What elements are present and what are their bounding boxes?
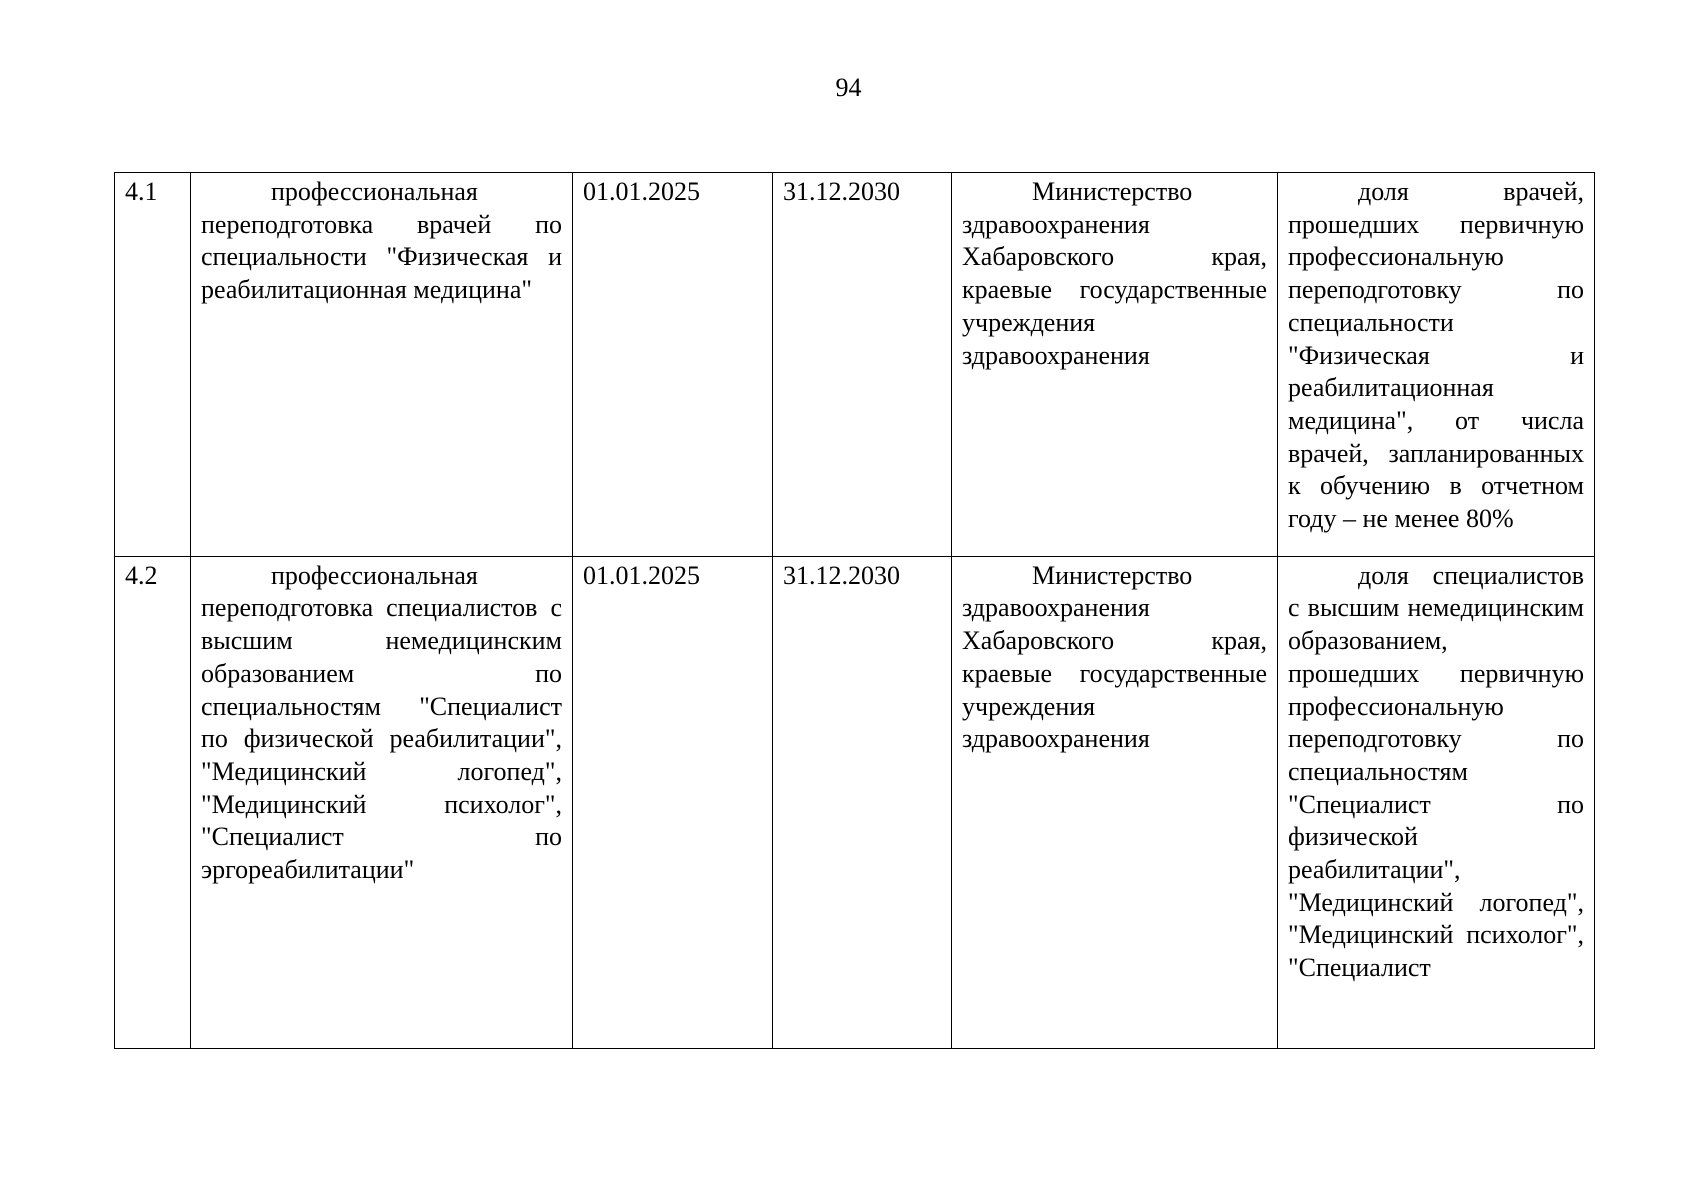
- executor-cell: Министерство здравоохранения Хабаровского края, краевые государственные учреждения здравоохранения: [952, 173, 1278, 557]
- row-number-cell: 4.1: [115, 173, 191, 557]
- start-date-cell: 01.01.2025: [573, 173, 773, 557]
- executor-cell: Министерство здравоохранения Хабаровского края, краевые государственные учреждения здравоохранения: [952, 556, 1278, 1048]
- start-date-cell: 01.01.2025: [573, 556, 773, 1048]
- end-date-cell: 31.12.2030: [773, 556, 952, 1048]
- row-number-cell: 4.2: [115, 556, 191, 1048]
- activity-cell: профессиональная переподготовка врачей по специальности "Физическая и реабилитационная медицина": [191, 173, 573, 557]
- table-row: [115, 556, 1595, 1048]
- result-cell: доля специалистов с высшим немедицинским образованием, прошедших первичную профессиональную переподготовку по специальностям "Специалист по физической реабилитации", "Медицинский логопед", "Медицинский психолог", "Специалист: [1278, 556, 1595, 1048]
- page-number: 94: [835, 73, 862, 102]
- activity-cell: профессиональная переподготовка специалистов с высшим немедицинским образованием по специальностям "Специалист по физической реабилитации", "Медицинский логопед", "Медицинский психолог", "Специалист по эргореабилитации": [191, 556, 573, 1048]
- result-cell: доля врачей, прошедших первичную профессиональную переподготовку по специальности "Физическая и реабилитационная медицина", от числа врачей, запланированных к обучению в отчетном году – не менее 80%: [1278, 173, 1595, 557]
- table-row: [115, 173, 1595, 557]
- end-date-cell: 31.12.2030: [773, 173, 952, 557]
- measures-table: [114, 172, 1595, 1049]
